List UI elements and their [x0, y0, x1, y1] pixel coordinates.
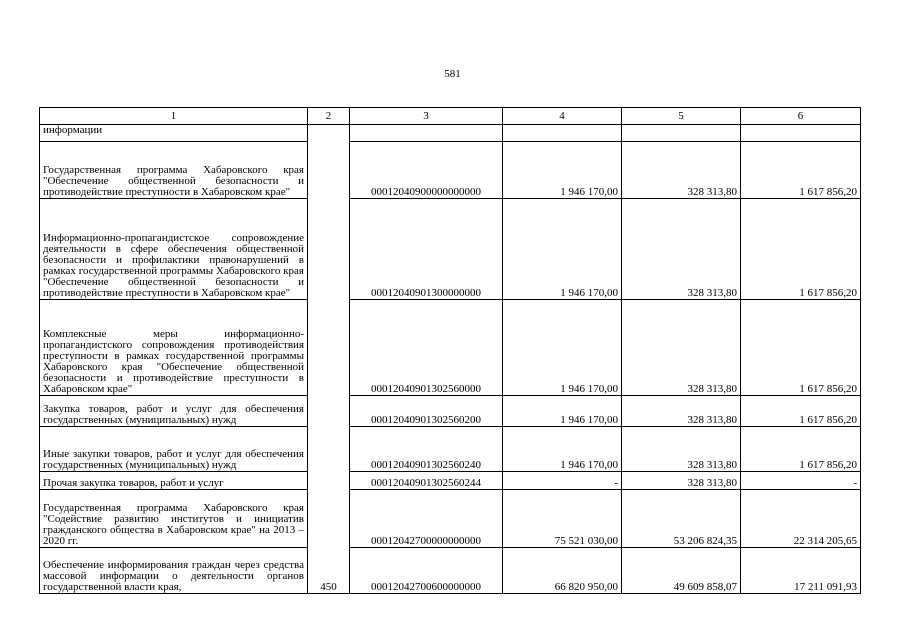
row-value-5: 49 609 858,07	[622, 548, 741, 594]
row-value-4: 1 946 170,00	[503, 427, 622, 472]
row-value-6: 22 314 205,65	[741, 490, 861, 548]
row-value-6: 1 617 856,20	[741, 142, 861, 199]
row-value-5: 328 313,80	[622, 142, 741, 199]
table-row	[40, 300, 861, 396]
row-code: 00012042700600000000	[350, 548, 503, 594]
row-name: Информационно-пропагандистское сопровождение деятельности в сфере обеспечения общественной безопасности и профилактики правонарушений в рамках государственной программы Хабаровского края "Обеспечение общественной безопасности и противодействие преступности в Хабаровском крае"	[40, 199, 308, 300]
row-code: 00012040901302560000	[350, 300, 503, 396]
table-row	[40, 142, 861, 199]
table-row	[40, 427, 861, 472]
row-code: 00012040901302560240	[350, 427, 503, 472]
row-name: Государственная программа Хабаровского края "Обеспечение общественной безопасности и противодействие преступности в Хабаровском крае"	[40, 142, 308, 199]
table-row	[40, 396, 861, 427]
row-name: Государственная программа Хабаровского края "Содействие развитию институтов и инициатив гражданского общества в Хабаровском крае" на 2013 – 2020 гг.	[40, 490, 308, 548]
row-name: Иные закупки товаров, работ и услуг для обеспечения государственных (муниципальных) нужд	[40, 427, 308, 472]
row-value-5: 328 313,80	[622, 427, 741, 472]
row-value-4: -	[503, 472, 622, 490]
column-header: 2	[308, 108, 350, 125]
row-value-4: 1 946 170,00	[503, 142, 622, 199]
row-value-5: 328 313,80	[622, 300, 741, 396]
table-row	[40, 199, 861, 300]
row-value-4	[503, 125, 622, 142]
row-value-4: 75 521 030,00	[503, 490, 622, 548]
row-value-6: 1 617 856,20	[741, 300, 861, 396]
row-value-5: 53 206 824,35	[622, 490, 741, 548]
row-name: Прочая закупка товаров, работ и услуг	[40, 472, 308, 490]
column-header: 5	[622, 108, 741, 125]
row-value-6: -	[741, 472, 861, 490]
row-value-6: 1 617 856,20	[741, 199, 861, 300]
row-name: информации	[40, 125, 308, 142]
row-value-6	[741, 125, 861, 142]
page-number: 581	[444, 68, 461, 80]
row-name: Комплексные меры информационно-пропагандистского сопровождения противодействия преступности в рамках государственной программы Хабаровского края "Обеспечение общественной безопасности и противодействие преступности в Хабаровском крае"	[40, 300, 308, 396]
row-value-4: 1 946 170,00	[503, 199, 622, 300]
table-row	[40, 490, 861, 548]
row-code: 00012040900000000000	[350, 142, 503, 199]
row-value-4: 1 946 170,00	[503, 396, 622, 427]
column-header: 1	[40, 108, 308, 125]
admin-code: 450	[308, 125, 350, 594]
row-value-4: 66 820 950,00	[503, 548, 622, 594]
table-row	[40, 125, 861, 142]
column-header: 3	[350, 108, 503, 125]
row-value-5: 328 313,80	[622, 199, 741, 300]
row-value-4: 1 946 170,00	[503, 300, 622, 396]
row-name: Закупка товаров, работ и услуг для обеспечения государственных (муниципальных) нужд	[40, 396, 308, 427]
row-value-5: 328 313,80	[622, 396, 741, 427]
row-name: Обеспечение информирования граждан через средства массовой информации о деятельности органов государственной власти края,	[40, 548, 308, 594]
table-row	[40, 472, 861, 490]
row-value-6: 1 617 856,20	[741, 427, 861, 472]
table-row	[40, 548, 861, 594]
budget-table	[39, 107, 861, 594]
row-code	[350, 125, 503, 142]
row-code: 00012040901302560200	[350, 396, 503, 427]
row-code: 00012040901300000000	[350, 199, 503, 300]
header-row	[40, 108, 861, 125]
row-value-5	[622, 125, 741, 142]
row-value-5: 328 313,80	[622, 472, 741, 490]
row-value-6: 17 211 091,93	[741, 548, 861, 594]
row-code: 00012042700000000000	[350, 490, 503, 548]
column-header: 4	[503, 108, 622, 125]
column-header: 6	[741, 108, 861, 125]
row-value-6: 1 617 856,20	[741, 396, 861, 427]
row-code: 00012040901302560244	[350, 472, 503, 490]
